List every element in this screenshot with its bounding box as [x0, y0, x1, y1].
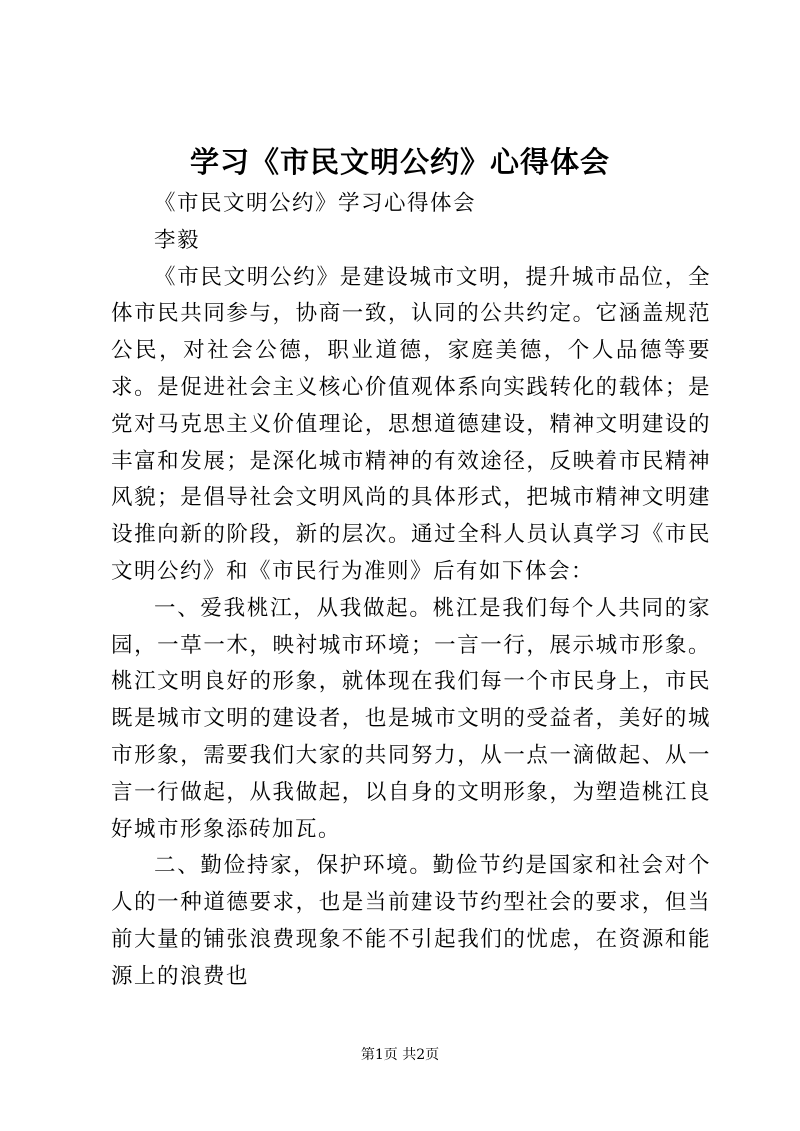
subtitle-paragraph: 《市民文明公约》学习心得体会: [154, 191, 477, 216]
page-footer: 第1页 共2页: [360, 1047, 440, 1063]
section-two-paragraph: 二、勤俭持家，保护环境。勤俭节约是国家和社会对个人的一种道德要求，也是当前建设节约型社会的要求，但当前大量的铺张浪费现象不能不引起我们的忧虑，在资源和能源上的浪费也: [111, 853, 711, 989]
author-paragraph: 李毅: [154, 227, 201, 253]
section-one-paragraph: 一、爱我桃江，从我做起。桃江是我们每个人共同的家园，一草一木，映衬城市环境；一言一行，展示城市形象。桃江文明良好的形象，就体现在我们每一个市民身上，市民既是城市文明的建设者，也是城市文明的受益者，美好的城市形象，需要我们大家的共同努力，从一点一滴做起、从一言一行做起，从我做起，以自身的文明形象，为塑造桃江良好城市形象添砖加瓦。: [111, 595, 711, 842]
intro-paragraph: 《市民文明公约》是建设城市文明，提升城市品位，全体市民共同参与，协商一致，认同的公共约定。它涵盖规范公民，对社会公德，职业道德，家庭美德，个人品德等要求。是促进社会主义核心价值观体系向实践转化的载体；是党对马克思主义价值理论，思想道德建设，精神文明建设的丰富和发展；是深化城市精神的有效途径，反映着市民精神风貌；是倡导社会文明风尚的具体形式，把城市精神文明建设推向新的阶段，新的层次。通过全科人员认真学习《市民文明公约》和《市民行为准则》后有如下体会：: [111, 264, 711, 584]
page-title: 学习《市民文明公约》心得体会: [189, 145, 610, 179]
document-body: [111, 186, 711, 996]
